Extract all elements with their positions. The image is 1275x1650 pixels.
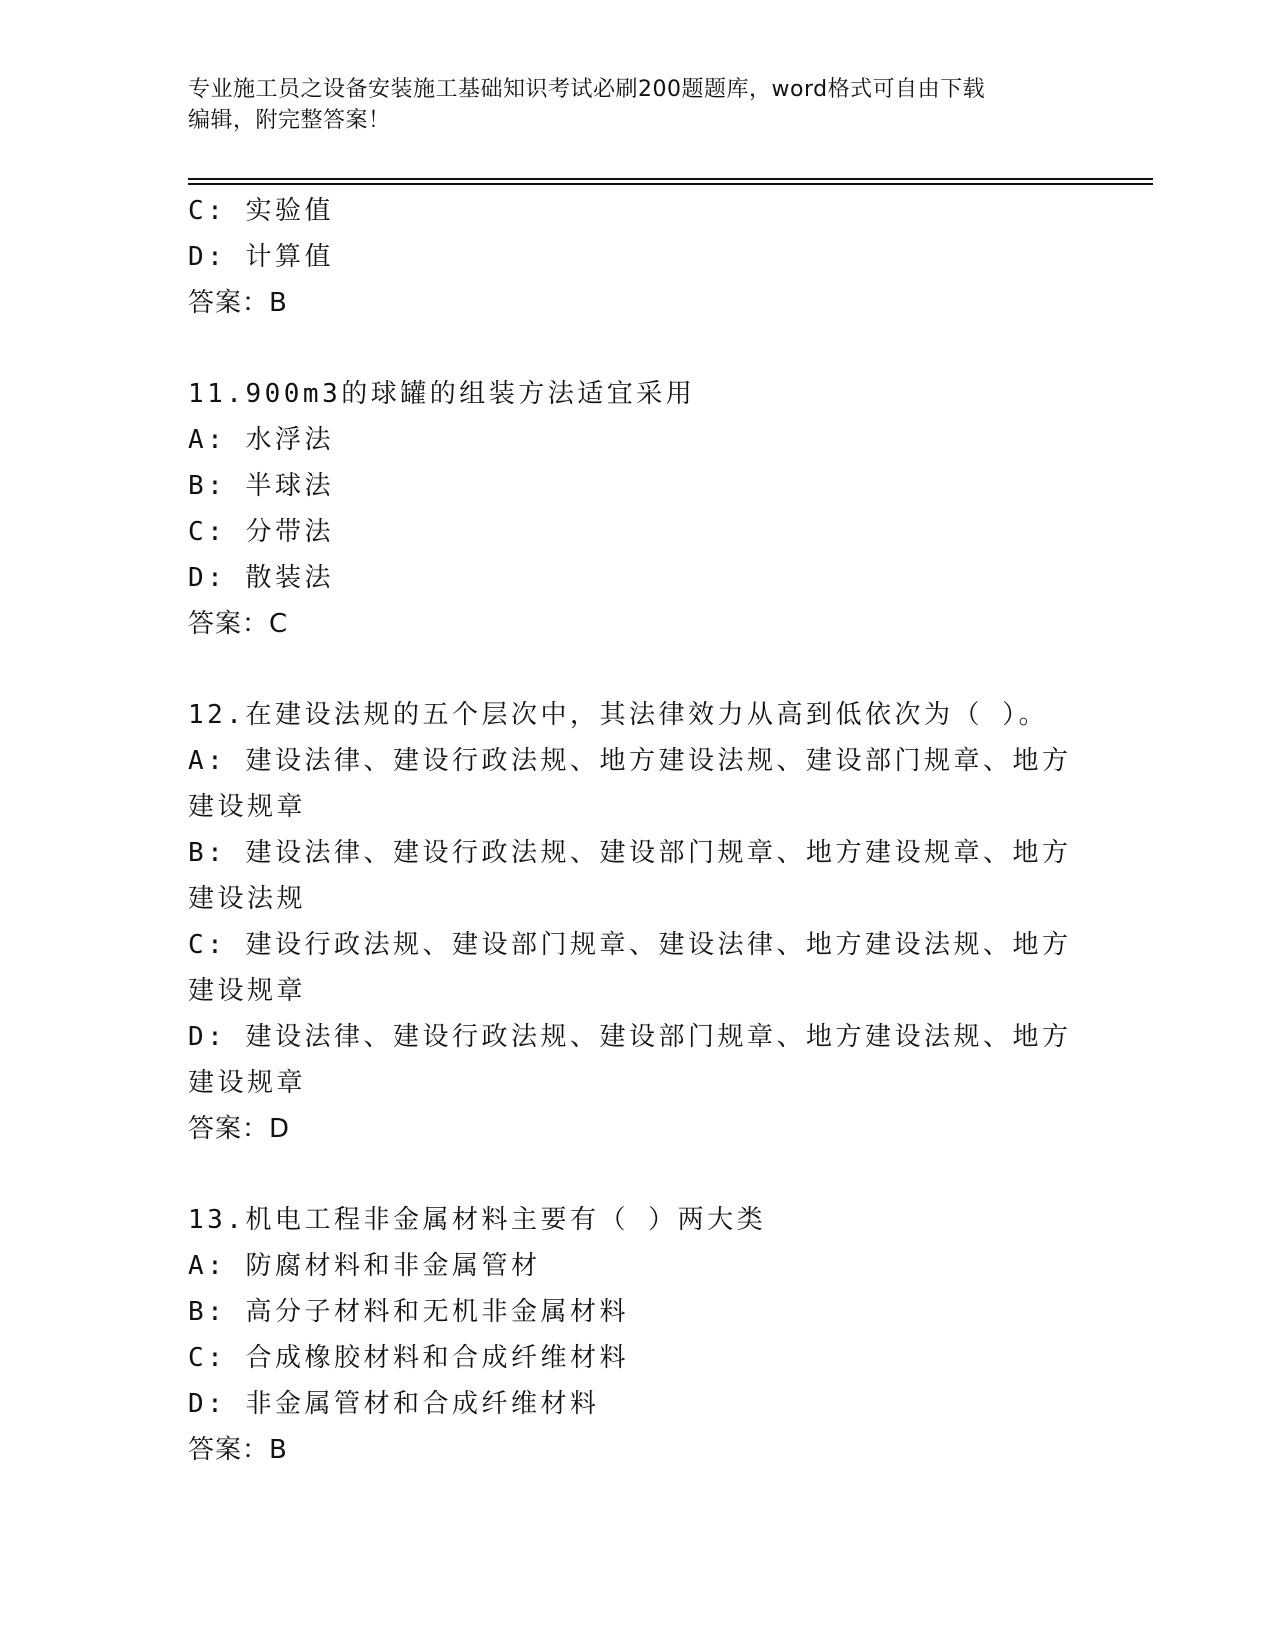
option-b: B: 高分子材料和无机非金属材料 [188,1297,629,1327]
answer-line: 答案：B [188,288,288,318]
option-c: C: 建设行政法规、建设部门规章、建设法律、地方建设法规、地方建设规章 [188,930,1072,1006]
spacer [188,647,1078,692]
option-c: C: 合成橡胶材料和合成纤维材料 [188,1343,629,1373]
question-12 [188,692,1078,1152]
question-stem: 13.机电工程非金属材料主要有（ ）两大类 [188,1205,767,1235]
option-d: D: 计算值 [188,242,334,272]
option-b: B: 半球法 [188,471,334,501]
option-b: B: 建设法律、建设行政法规、建设部门规章、地方建设规章、地方建设法规 [188,838,1072,914]
option-d: D: 散装法 [188,563,334,593]
question-11 [188,371,1078,647]
option-a: A: 防腐材料和非金属管材 [188,1251,541,1281]
option-c: C: 实验值 [188,196,334,226]
question-stem: 11.900m3的球罐的组装方法适宜采用 [188,379,696,409]
question-list [188,188,1078,1473]
answer-line: 答案：C [188,609,289,639]
header-title-line-1: 专业施工员之设备安装施工基础知识考试必刷200题题库，word格式可自由下载 [188,77,986,102]
option-c: C: 分带法 [188,517,334,547]
question-10-continued [188,188,1078,326]
spacer [188,326,1078,371]
option-a: A: 水浮法 [188,425,334,455]
option-d: D: 建设法律、建设行政法规、建设部门规章、地方建设法规、地方建设规章 [188,1022,1072,1098]
header-title-line-2: 编辑，附完整答案！ [188,108,391,133]
header-divider-top [188,178,1153,180]
page-header [188,74,1068,136]
answer-line: 答案：B [188,1435,288,1465]
option-a: A: 建设法律、建设行政法规、地方建设法规、建设部门规章、地方建设规章 [188,746,1072,822]
header-divider-bottom [188,183,1153,185]
spacer [188,1152,1078,1197]
answer-line: 答案：D [188,1114,291,1144]
option-d: D: 非金属管材和合成纤维材料 [188,1389,600,1419]
question-stem: 12.在建设法规的五个层次中，其法律效力从高到低依次为（ ）。 [188,700,1049,730]
question-13 [188,1197,1078,1473]
